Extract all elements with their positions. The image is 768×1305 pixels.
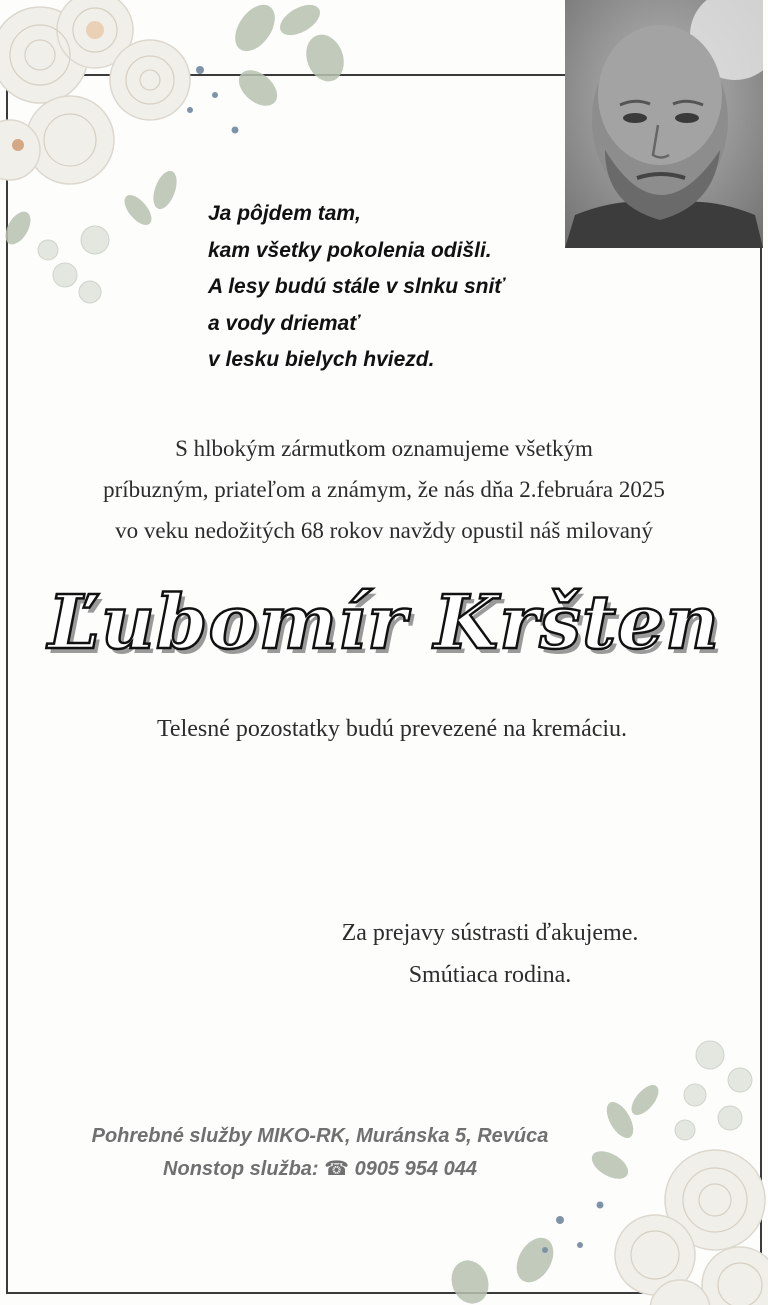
- portrait-photo: [565, 0, 763, 248]
- phone-label: Nonstop služba:: [163, 1158, 325, 1180]
- poem-line: a vody driemať: [208, 311, 360, 335]
- announcement-line: vo veku nedožitých 68 rokov navždy opustil náš milovaný: [115, 518, 653, 543]
- announcement: [20, 428, 748, 551]
- deceased-name: Ľubomír Kršten: [47, 580, 721, 666]
- poem-line: v lesku bielych hviezd.: [208, 348, 435, 371]
- telephone-icon: ☎: [324, 1158, 350, 1180]
- announcement-line: príbuzným, priateľom a známym, že nás dňa 2.februára 2025: [103, 477, 665, 502]
- funeral-service-info: [0, 1120, 640, 1186]
- remains-note: Telesné pozostatky budú prevezené na kremáciu.: [156, 716, 628, 742]
- poem-line: kam všetky pokolenia odišli.: [208, 238, 492, 262]
- poem-line: Ja pôjdem tam,: [208, 202, 361, 225]
- phone-line: [0, 1153, 640, 1186]
- poem-line: A lesy budú stále v slnku sniť: [208, 275, 505, 298]
- poem: [208, 196, 504, 379]
- thanks-text: Za prejavy sústrasti ďakujeme.: [341, 920, 639, 946]
- announcement-line: S hlbokým zármutkom oznamujeme všetkým: [175, 436, 593, 461]
- phone-number: 0905 954 044: [349, 1158, 477, 1180]
- signature: Smútiaca rodina.: [408, 962, 572, 988]
- closing: [260, 912, 720, 996]
- company-line: Pohrebné služby MIKO-RK, Muránska 5, Revúca: [91, 1125, 549, 1147]
